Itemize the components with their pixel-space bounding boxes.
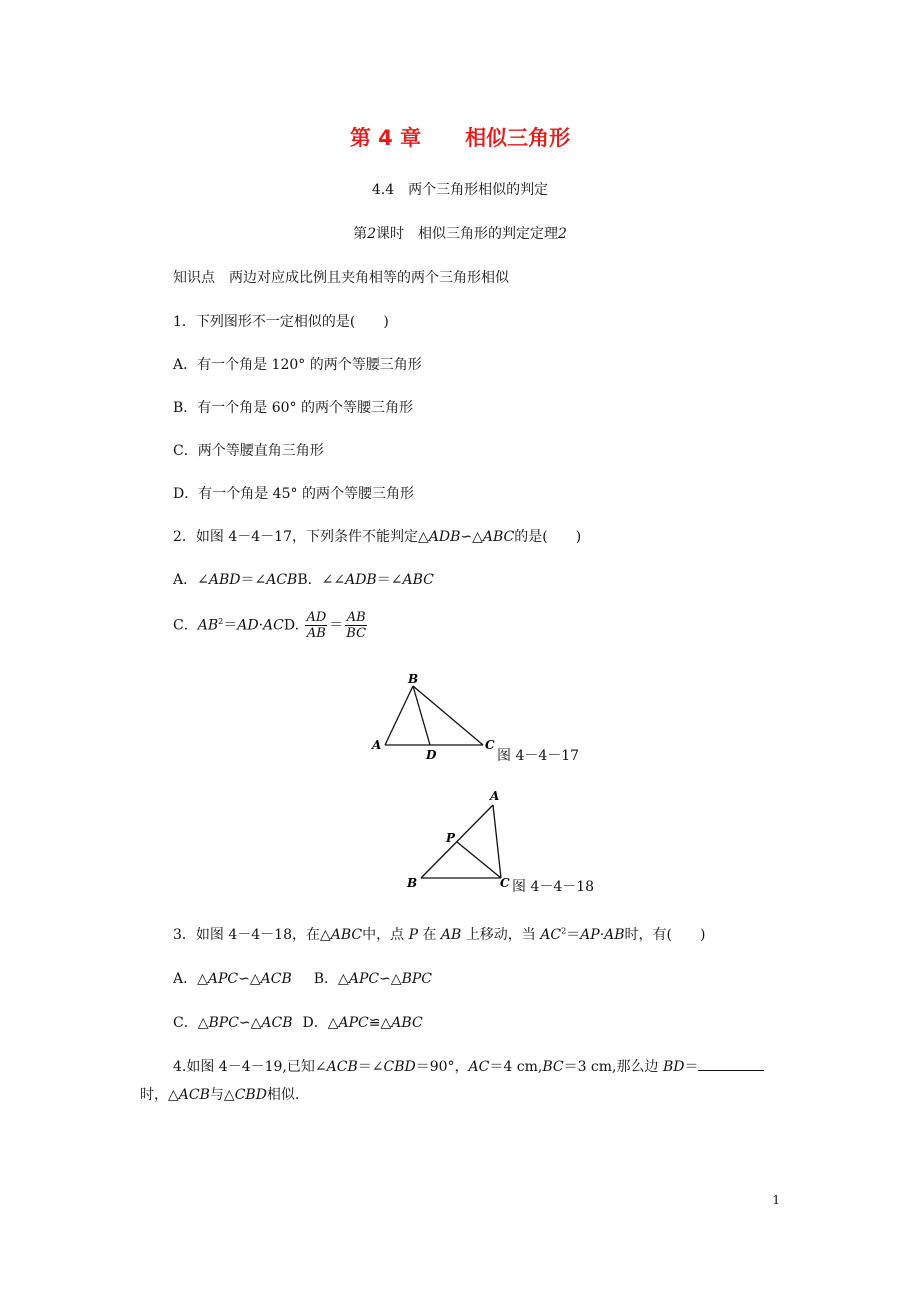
q3-stem: 3．如图 4－4－18，在△ABC中，点 P 在 AB 上移动，当 $AC^2=AP\cdot AB$时，有( ) xyxy=(173,926,706,943)
label-c: C xyxy=(485,738,495,752)
fraction-ad-ab: $\frac{AD}{AB}$ xyxy=(306,610,327,641)
q1-stem: 1．下列图形不一定相似的是( ) xyxy=(173,314,389,330)
label-d: D xyxy=(426,748,437,762)
chapter-title: 相似三角形 xyxy=(465,126,571,150)
label-a: A xyxy=(372,738,382,752)
figure-4-4-18-caption: 图 4－4－18 xyxy=(512,879,595,895)
label-b: B xyxy=(407,876,418,890)
page-number: 1 xyxy=(772,1193,780,1207)
q1-option-c: C．两个等腰直角三角形 xyxy=(173,443,324,459)
chapter-number: 第 4 章 xyxy=(349,126,422,150)
edge-ac xyxy=(493,805,501,878)
q4-line2: 时，△ACB与△CBD相似. xyxy=(140,1087,300,1103)
section-heading: 4.4 两个三角形相似的判定 xyxy=(371,182,549,198)
label-p: P xyxy=(446,831,456,845)
edge-ab xyxy=(421,805,493,878)
q1-option-a: A．有一个角是 120° 的两个等腰三角形 xyxy=(173,357,422,373)
figure-4-4-17-caption: 图 4－4－17 xyxy=(497,748,580,764)
edge-pc xyxy=(457,842,501,878)
q1-option-d: D．有一个角是 45° 的两个等腰三角形 xyxy=(173,486,414,502)
q4-line1: 4.如图 4－4－19,已知∠ACB＝∠CBD＝90°，AC＝4 cm,BC＝3 cm,那么边 BD＝ xyxy=(173,1056,764,1076)
q3-options-ab: A．△APC∽△ACB B．△APC∽△BPC xyxy=(173,971,432,987)
label-b: B xyxy=(408,672,419,686)
label-c: C xyxy=(500,876,510,890)
answer-blank[interactable] xyxy=(698,1058,764,1071)
label-a: A xyxy=(490,789,500,803)
q2-options-cd: C．$AB^2=AD\cdot ACD$. $\frac{AD}{AB}$ ＝ $\frac{AB}{BC}$ xyxy=(173,610,367,641)
lesson-heading: 第2课时 相似三角形的判定定理2 xyxy=(353,226,567,242)
q3-options-cd: C．△BPC∽△ACB D．△APC≌△ABC xyxy=(173,1015,423,1031)
knowledge-point: 知识点 两边对应成比例且夹角相等的两个三角形相似 xyxy=(173,270,509,286)
fraction-ab-bc: $\frac{AB}{BC}$ xyxy=(346,610,367,641)
q2-options-ab: A．∠ABD＝∠ACBB．∠∠ADB＝∠ABC xyxy=(173,572,434,588)
q2-stem: 2．如图 4－4－17，下列条件不能判定△ADB∽△ABC的是( ) xyxy=(173,529,582,545)
q1-option-b: B．有一个角是 60° 的两个等腰三角形 xyxy=(173,400,414,416)
